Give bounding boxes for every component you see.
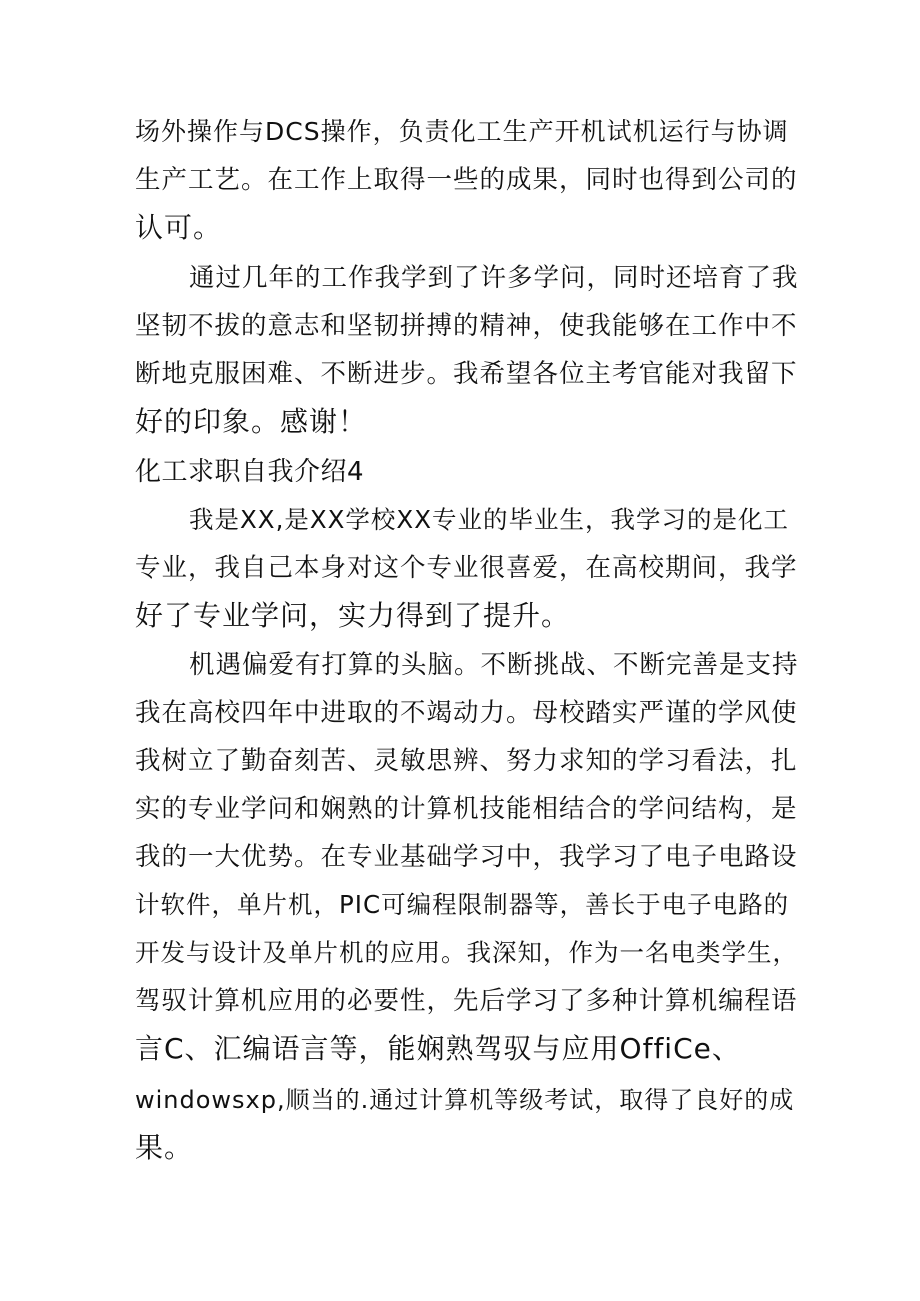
- paragraph-line: 果。: [135, 1131, 194, 1164]
- paragraph-line: 我在高校四年中进取的不竭动力。母校踏实严谨的学风使: [135, 698, 798, 728]
- paragraph-line: 断地克服困难、不断进步。我希望各位主考官能对我留下: [135, 359, 798, 389]
- paragraph-line: 专业，我自己本身对这个专业很喜爱，在高校期间，我学: [135, 553, 798, 583]
- paragraph-line: 我的一大优势。在专业基础学习中，我学习了电子电路设: [135, 842, 798, 872]
- paragraph-line: 好的印象。感谢！: [135, 405, 368, 438]
- paragraph-line: 我是XX,是XX学校XX专业的毕业生，我学习的是化工: [189, 505, 789, 534]
- paragraph-line: 场外操作与DCS操作，负责化工生产开机试机运行与协调: [135, 117, 789, 146]
- paragraph-line: 驾驭计算机应用的必要性，先后学习了多种计算机编程语: [135, 986, 798, 1016]
- paragraph-line: 实的专业学问和娴熟的计算机技能相结合的学问结构，是: [135, 794, 798, 824]
- paragraph-line: 开发与设计及单片机的应用。我深知，作为一名电类学生，: [135, 938, 798, 967]
- paragraph-line: 坚韧不拔的意志和坚韧拼搏的精神，使我能够在工作中不: [135, 311, 798, 341]
- paragraph-line: 计软件，单片机，PIC可编程限制器等，善长于电子电路的: [135, 890, 790, 919]
- paragraph-line: 通过几年的工作我学到了许多学问，同时还培育了我: [189, 263, 799, 293]
- paragraph-line: 言C、汇编语言等，能娴熟驾驭与应用OffiCe、: [135, 1032, 741, 1065]
- paragraph-line: 生产工艺。在工作上取得一些的成果，同时也得到公司的: [135, 165, 798, 195]
- paragraph-line: 我树立了勤奋刻苦、灵敏思辨、努力求知的学习看法，扎: [135, 746, 798, 776]
- paragraph-line: 机遇偏爱有打算的头脑。不断挑战、不断完善是支持: [189, 650, 799, 680]
- paragraph-line: 认可。: [135, 211, 223, 244]
- paragraph-line: windowsxp,顺当的.通过计算机等级考试，取得了良好的成: [135, 1086, 795, 1114]
- paragraph-line: 好了专业学问，实力得到了提升。: [135, 599, 571, 632]
- section-heading: 化工求职自我介绍4: [135, 457, 365, 487]
